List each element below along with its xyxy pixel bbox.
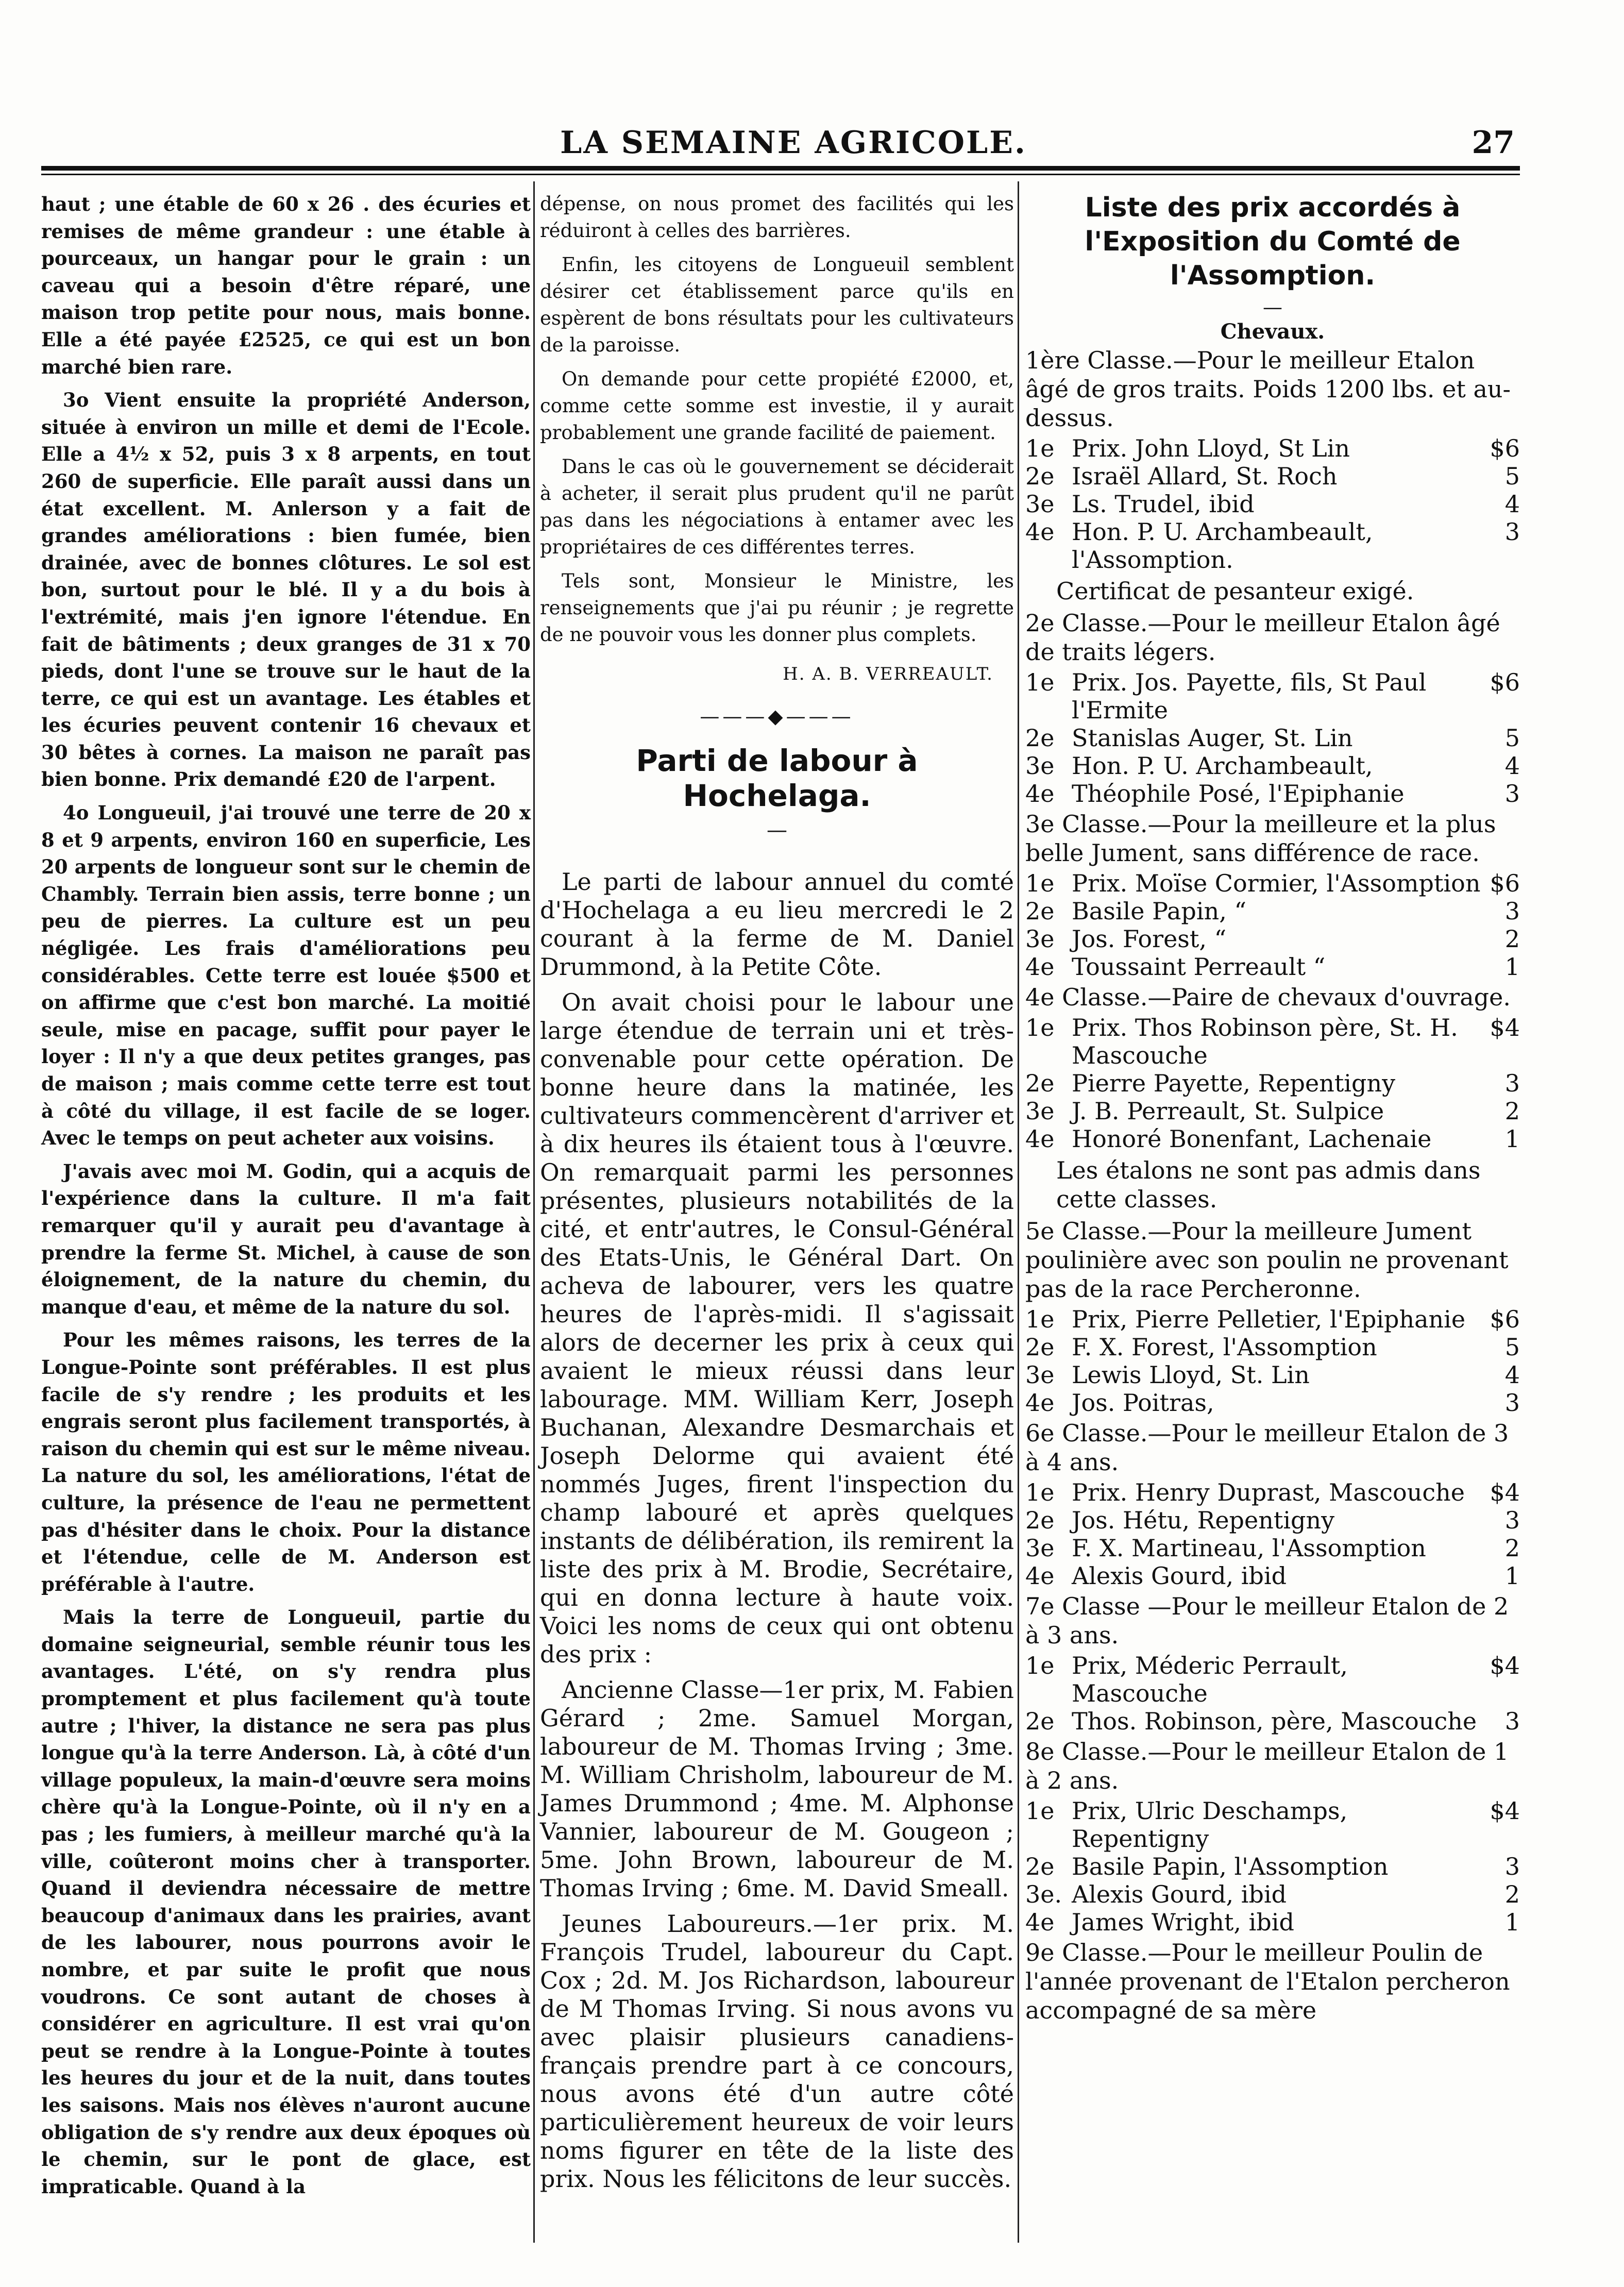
prize-list: [1025, 1478, 1520, 1590]
prize-list: [1025, 668, 1520, 808]
prize-row: [1025, 724, 1520, 752]
prize-amount: $6: [1490, 869, 1520, 897]
prize-row: [1025, 1506, 1520, 1534]
prize-amount: 5: [1504, 1333, 1520, 1361]
prize-rank: 1e: [1025, 1305, 1055, 1333]
prize-winner: Lewis Lloyd, St. Lin: [1072, 1361, 1310, 1389]
prize-row: [1025, 780, 1520, 808]
prize-rank: 4e: [1025, 1125, 1055, 1153]
prize-row: [1025, 1361, 1520, 1389]
prize-row: [1025, 1333, 1520, 1361]
prize-row: [1025, 1880, 1520, 1908]
prize-row: [1025, 752, 1520, 780]
prize-rank: 4e: [1025, 1908, 1055, 1936]
prize-rank: 3e: [1025, 752, 1055, 780]
prize-row: [1025, 1534, 1520, 1562]
prize-rank: 2e: [1025, 1069, 1055, 1097]
prize-rank: 2e: [1025, 1506, 1055, 1534]
prize-winner: Théophile Posé, l'Epiphanie: [1072, 780, 1405, 808]
prize-winner: Prix. John Lloyd, St Lin: [1072, 434, 1350, 462]
header-rule-thin: [41, 174, 1520, 175]
prize-row: [1025, 925, 1520, 953]
prize-winner: Pierre Payette, Repentigny: [1072, 1069, 1396, 1097]
class-heading: 6e Classe.—Pour le meilleur Etalon de 3 à 4 ans.: [1025, 1419, 1509, 1476]
prize-row: [1025, 1562, 1520, 1590]
paragraph: On avait choisi pour le labour une large étendue de terrain uni et très-convenable pour cette opération. De bonne heure dans la matinée, les cultivateurs commencèrent d'arriver et à dix heures ils étaient tous à l'œuvre. On remarquait parmi les personnes présentes, plusieurs notabilités de la cité, et entr'autres, le Consul-Général des Etats-Unis, le Général Dart. On acheva de labourer, vers les quatre heures de l'après-midi. Il s'agissait alors de decerner les prix à ceux qui avaient le mieux réussi dans leur labourage. MM. William Kerr, Joseph Buchanan, Alexandre Desmarchais et Joseph Delorme qui avaient été nommés Juges, firent l'inspection du champ labouré et après quelques instants de délibération, ils remirent la liste des prix à M. Brodie, Secrétaire, qui en donna lecture à haute voix. Voici les noms de ceux qui ont obtenu des prix :: [540, 988, 1014, 1668]
paragraph: Enfin, les citoyens de Longueuil semblent désirer cet établissement parce qu'ils en espèrent de bons résultats pour les cultivateurs de la paroisse.: [540, 254, 1014, 356]
prize-row: [1025, 1069, 1520, 1097]
prize-rank: 2e: [1025, 462, 1055, 490]
prize-rank: 4e: [1025, 953, 1055, 981]
prize-rank: 3e: [1025, 1361, 1055, 1389]
prize-rank: 1e: [1025, 1014, 1055, 1041]
prize-winner: Jos. Hétu, Repentigny: [1072, 1506, 1335, 1534]
prize-winner: Prix, Méderic Perrault, Mascouche: [1072, 1652, 1348, 1707]
paragraph: haut ; une étable de 60 x 26 . des écuries et remises de même grandeur : une étable à pourceaux, un hangar pour le grain : un caveau qui a besoin d'être réparé, une maison trop petite pour nous, mais bonne. Elle a été payée £2525, ce qui est un bon marché bien rare.: [41, 193, 531, 378]
prize-amount: 1: [1504, 1125, 1520, 1153]
signature: H. A. B. VERREAULT.: [783, 664, 993, 684]
paragraph: Ancienne Classe—1er prix, M. Fabien Gérard ; 2me. Samuel Morgan, laboureur de M. Thomas Irving ; 3me. M. William Chrisholm, laboureur de M. James Drummond ; 4me. M. Alphonse Vannier, laboureur de M. Gougeon ; 5me. John Brown, laboureur de M. Thomas Irving ; 6me. M. David Smeall.: [540, 1676, 1014, 1902]
prize-amount: 5: [1504, 724, 1520, 752]
prize-rank: 2e: [1025, 1853, 1055, 1880]
paragraph: Mais la terre de Longueuil, partie du domaine seigneurial, semble réunir tous les avantages. L'été, on s'y rendra plus promptement et plus facilement qu'à toute autre ; l'hiver, la distance ne sera pas plus longue qu'à la terre Anderson. Là, à côté d'un village populeux, la main-d'œuvre sera moins chère qu'à la Longue-Pointe, où il n'y en a pas ; les fumiers, à meilleur marché qu'à la ville, coûteront moins cher à transporter. Quand il deviendra nécessaire de mettre beaucoup d'animaux dans les prairies, avant de les labourer, nous pourrons avoir le nombre, et par suite le profit que nous voudrons. Ce sont autant de choses à considérer en agriculture. Il est vrai qu'on peut se rendre à la Longue-Pointe à toutes les heures du jour et de la nuit, dans toutes les saisons. Mais nos élèves n'auront aucune obligation de s'y rendre aux deux époques où le chemin, sur le pont de glace, est impraticable. Quand à la: [41, 1606, 531, 2198]
prize-list: [1025, 1652, 1520, 1735]
page-number: 27: [1471, 125, 1515, 161]
page-header: [72, 119, 1515, 165]
class-heading: 9e Classe.—Pour le meilleur Poulin de l'année provenant de l'Etalon percheron accompagné de sa mère: [1025, 1939, 1510, 2024]
prize-winner: Jos. Poitras,: [1072, 1389, 1214, 1417]
class-heading: 1ère Classe.—Pour le meilleur Etalon âgé de gros traits. Poids 1200 lbs. et au-dessus.: [1025, 346, 1511, 432]
prize-rank: 4e: [1025, 1389, 1055, 1417]
prize-rank: 4e: [1025, 1562, 1055, 1590]
prize-winner: Prix. Moïse Cormier, l'Assomption: [1072, 869, 1481, 897]
prize-row: [1025, 1652, 1520, 1707]
prize-row: [1025, 1097, 1520, 1125]
prize-rank: 3e: [1025, 1097, 1055, 1125]
title-dash: —: [1263, 296, 1282, 318]
left-column: [41, 191, 531, 2206]
prize-rank: 4e: [1025, 518, 1055, 546]
prize-rank: 1e: [1025, 434, 1055, 462]
prize-amount: 3: [1504, 1069, 1520, 1097]
category-heading: Chevaux.: [1220, 319, 1325, 344]
paragraph: Pour les mêmes raisons, les terres de la Longue-Pointe sont préférables. Il est plus facile de s'y rendre ; les produits et les engrais seront plus facilement transportés, à raison du chemin qui est sur le même niveau. La nature du sol, les améliorations, l'état de culture, la présence de l'eau ne permettent pas d'hésiter dans le choix. Pour la distance et l'étendue, celle de M. Anderson est préférable à l'autre.: [41, 1329, 531, 1595]
prize-amount: 1: [1504, 1908, 1520, 1936]
right-column: [1025, 191, 1520, 2027]
prize-winner: Prix, Pierre Pelletier, l'Epiphanie: [1072, 1305, 1466, 1333]
prize-winner: Israël Allard, St. Roch: [1072, 462, 1338, 490]
prize-winner: Alexis Gourd, ibid: [1072, 1880, 1287, 1908]
prize-winner: Toussaint Perreault “: [1072, 953, 1326, 981]
prize-amount: $6: [1490, 1305, 1520, 1333]
column-divider-left: [533, 181, 535, 2243]
paragraph: 4o Longueuil, j'ai trouvé une terre de 20 x 8 et 9 arpents, environ 160 en superficie, Les 20 arpents de longueur sont sur le chemin de Chambly. Terrain bien assis, terre bonne ; un peu de pierres. La culture est un peu négligée. Les frais d'améliorations peu considérables. Cette terre est louée $500 et on affirme que c'est bon marché. La moitié seule, mise en pacage, suffit pour payer le loyer : Il n'y a que deux petites granges, pas de maison ; mais comme cette terre est tout à côté du village, il est facile de se loger. Avec le temps on peut acheter aux voisins.: [41, 801, 531, 1150]
paragraph: J'avais avec moi M. Godin, qui a acquis de l'expérience dans la culture. Il m'a fait remarquer qu'il y aurait peu d'avantage à prendre la ferme St. Michel, à cause de son éloignement, de la nature du chemin, du manque d'eau, et même de la nature du sol.: [41, 1159, 531, 1318]
prize-row: [1025, 869, 1520, 897]
prize-list-title: Liste des prix accordés à l'Exposition du Comté de l'Assomption.: [1085, 192, 1461, 291]
paragraph: Dans le cas où le gouvernement se déciderait à acheter, il serait plus prudent qu'il ne parût pas dans les négociations à entamer avec les propriétaires de ces différentes terres.: [540, 456, 1014, 558]
prize-amount: 3: [1504, 1506, 1520, 1534]
prize-rank: 3e: [1025, 490, 1055, 518]
middle-column: [540, 191, 1014, 2200]
class-heading: 3e Classe.—Pour la meilleure et la plus belle Jument, sans différence de race.: [1025, 810, 1496, 867]
prize-amount: 5: [1504, 462, 1520, 490]
prize-winner: Prix. Henry Duprast, Mascouche: [1072, 1478, 1465, 1506]
prize-rank: 2e: [1025, 1707, 1055, 1735]
prize-winner: Prix. Jos. Payette, fils, St Paul l'Ermite: [1072, 668, 1427, 724]
prize-row: [1025, 1478, 1520, 1506]
prize-amount: 4: [1504, 752, 1520, 780]
prize-amount: 4: [1504, 490, 1520, 518]
class-heading: 8e Classe.—Pour le meilleur Etalon de 1 à 2 ans.: [1025, 1738, 1509, 1794]
prize-row: [1025, 1305, 1520, 1333]
paragraph: Le parti de labour annuel du comté d'Hochelaga a eu lieu mercredi le 2 courant à la ferme de M. Daniel Drummond, à la Petite Côte.: [540, 868, 1014, 981]
prize-row: [1025, 953, 1520, 981]
paragraph: Tels sont, Monsieur le Ministre, les renseignements que j'ai pu réunir ; je regrette de ne pouvoir vous les donner plus complets.: [540, 570, 1014, 646]
prize-row: [1025, 490, 1520, 518]
prize-winner: James Wright, ibid: [1072, 1908, 1294, 1936]
class-heading: 2e Classe.—Pour le meilleur Etalon âgé de traits légers.: [1025, 609, 1500, 666]
paragraph: 3o Vient ensuite la propriété Anderson, située à environ un mille et demi de l'Ecole. Elle a 4½ x 52, puis 3 x 8 arpents, en tout 260 de superficie. Elle paraît aussi dans un état excellent. M. Anlerson y a fait de grandes améliorations : bien fumée, bien drainée, avec de bonnes clôtures. Le sol est bon, surtout pour le blé. Il y a du bois à l'extrémité, mais j'en ignore l'étendue. En fait de bâtiments ; deux granges de 31 x 70 pieds, dont l'une se trouve sur le haut de la terre, ce qui est un avantage. Les étables et les écuries peuvent contenir 16 chevaux et 30 bêtes à cornes. La maison ne paraît pas bien bonne. Prix demandé £20 de l'arpent.: [41, 389, 531, 791]
section-title: Parti de labour à Hochelaga.: [636, 743, 918, 813]
class-heading: 7e Classe —Pour le meilleur Etalon de 2 à 3 ans.: [1025, 1592, 1509, 1649]
prize-amount: 2: [1504, 925, 1520, 953]
prize-winner: Alexis Gourd, ibid: [1072, 1562, 1287, 1590]
prize-amount: 3: [1504, 1853, 1520, 1880]
prize-amount: $4: [1490, 1478, 1520, 1506]
prize-winner: Stanislas Auger, St. Lin: [1072, 724, 1353, 752]
prize-winner: F. X. Forest, l'Assomption: [1072, 1333, 1377, 1361]
prize-amount: 2: [1504, 1534, 1520, 1562]
prize-winner: Hon. P. U. Archambeault,: [1072, 752, 1373, 780]
paragraph: On demande pour cette propiété £2000, et, comme cette somme est investie, il y aurait probablement une grande facilité de paiement.: [540, 368, 1014, 444]
ornament-divider: ———◆———: [700, 705, 854, 728]
prize-row: [1025, 434, 1520, 462]
prize-winner: Jos. Forest, “: [1072, 925, 1227, 953]
prize-amount: 2: [1504, 1880, 1520, 1908]
prize-row: [1025, 462, 1520, 490]
title-dash: —: [767, 818, 787, 842]
prize-amount: $4: [1490, 1797, 1520, 1825]
paragraph: Jeunes Laboureurs.—1er prix. M. François Trudel, laboureur du Capt. Cox ; 2d. M. Jos Richardson, laboureur de M Thomas Irving. Si nous avons vu avec plaisir plusieurs canadiens-français prendre part à ce concours, nous avons été d'un autre côté particulièrement heureux de voir leurs noms figurer en tête de la liste des prix. Nous les félicitons de leur succès.: [540, 1910, 1014, 2193]
prize-row: [1025, 1797, 1520, 1853]
prize-list: [1025, 1797, 1520, 1936]
prize-amount: $4: [1490, 1652, 1520, 1679]
prize-winner: Hon. P. U. Archambeault, l'Assomption.: [1072, 518, 1373, 574]
class-heading: 4e Classe.—Paire de chevaux d'ouvrage.: [1025, 983, 1511, 1011]
prize-row: [1025, 1908, 1520, 1936]
prize-amount: 3: [1504, 780, 1520, 808]
prize-row: [1025, 897, 1520, 925]
column-divider-right: [1018, 181, 1019, 2243]
prize-row: [1025, 668, 1520, 724]
prize-rank: 3e: [1025, 1534, 1055, 1562]
prize-row: [1025, 518, 1520, 574]
header-rule-thick: [41, 166, 1520, 171]
page-title: LA SEMAINE AGRICOLE.: [560, 125, 1027, 161]
prize-amount: $6: [1490, 434, 1520, 462]
prize-rank: 1e: [1025, 1797, 1055, 1825]
prize-row: [1025, 1389, 1520, 1417]
prize-rank: 1e: [1025, 1652, 1055, 1679]
prize-row: [1025, 1014, 1520, 1069]
prize-rank: 1e: [1025, 869, 1055, 897]
prize-amount: 1: [1504, 1562, 1520, 1590]
class-note: Les étalons ne sont pas admis dans cette classes.: [1056, 1156, 1481, 1213]
prize-rank: 3e.: [1025, 1880, 1062, 1908]
prize-winner: Honoré Bonenfant, Lachenaie: [1072, 1125, 1432, 1153]
prize-list: [1025, 434, 1520, 574]
prize-rank: 2e: [1025, 1333, 1055, 1361]
prize-row: [1025, 1125, 1520, 1153]
prize-row: [1025, 1707, 1520, 1735]
prize-winner: F. X. Martineau, l'Assomption: [1072, 1534, 1426, 1562]
prize-rank: 4e: [1025, 780, 1055, 808]
prize-winner: J. B. Perreault, St. Sulpice: [1072, 1097, 1384, 1125]
prize-rank: 3e: [1025, 925, 1055, 953]
prize-amount: 3: [1504, 897, 1520, 925]
prize-amount: 3: [1504, 1389, 1520, 1417]
prize-rank: 1e: [1025, 1478, 1055, 1506]
prize-amount: 3: [1504, 518, 1520, 546]
prize-rank: 2e: [1025, 897, 1055, 925]
prize-winner: Prix. Thos Robinson père, St. H. Mascouche: [1072, 1014, 1458, 1069]
prize-winner: Basile Papin, “: [1072, 897, 1246, 925]
prize-row: [1025, 1853, 1520, 1880]
prize-amount: $6: [1490, 668, 1520, 696]
prize-rank: 2e: [1025, 724, 1055, 752]
prize-rank: 1e: [1025, 668, 1055, 696]
prize-amount: 1: [1504, 953, 1520, 981]
prize-winner: Basile Papin, l'Assomption: [1072, 1853, 1389, 1880]
prize-amount: 3: [1504, 1707, 1520, 1735]
prize-list: [1025, 1305, 1520, 1417]
class-heading: 5e Classe.—Pour la meilleure Jument poulinière avec son poulin ne provenant pas de la race Percheronne.: [1025, 1217, 1509, 1303]
prize-winner: Ls. Trudel, ibid: [1072, 490, 1255, 518]
class-note: Certificat de pesanteur exigé.: [1056, 577, 1414, 605]
prize-winner: Thos. Robinson, père, Mascouche: [1072, 1707, 1477, 1735]
paragraph: dépense, on nous promet des facilités qui les réduiront à celles des barrières.: [540, 193, 1014, 242]
prize-amount: $4: [1490, 1014, 1520, 1041]
prize-winner: Prix, Ulric Deschamps, Repentigny: [1072, 1797, 1348, 1853]
prize-amount: 2: [1504, 1097, 1520, 1125]
prize-list: [1025, 1014, 1520, 1153]
prize-amount: 4: [1504, 1361, 1520, 1389]
prize-list: [1025, 869, 1520, 981]
